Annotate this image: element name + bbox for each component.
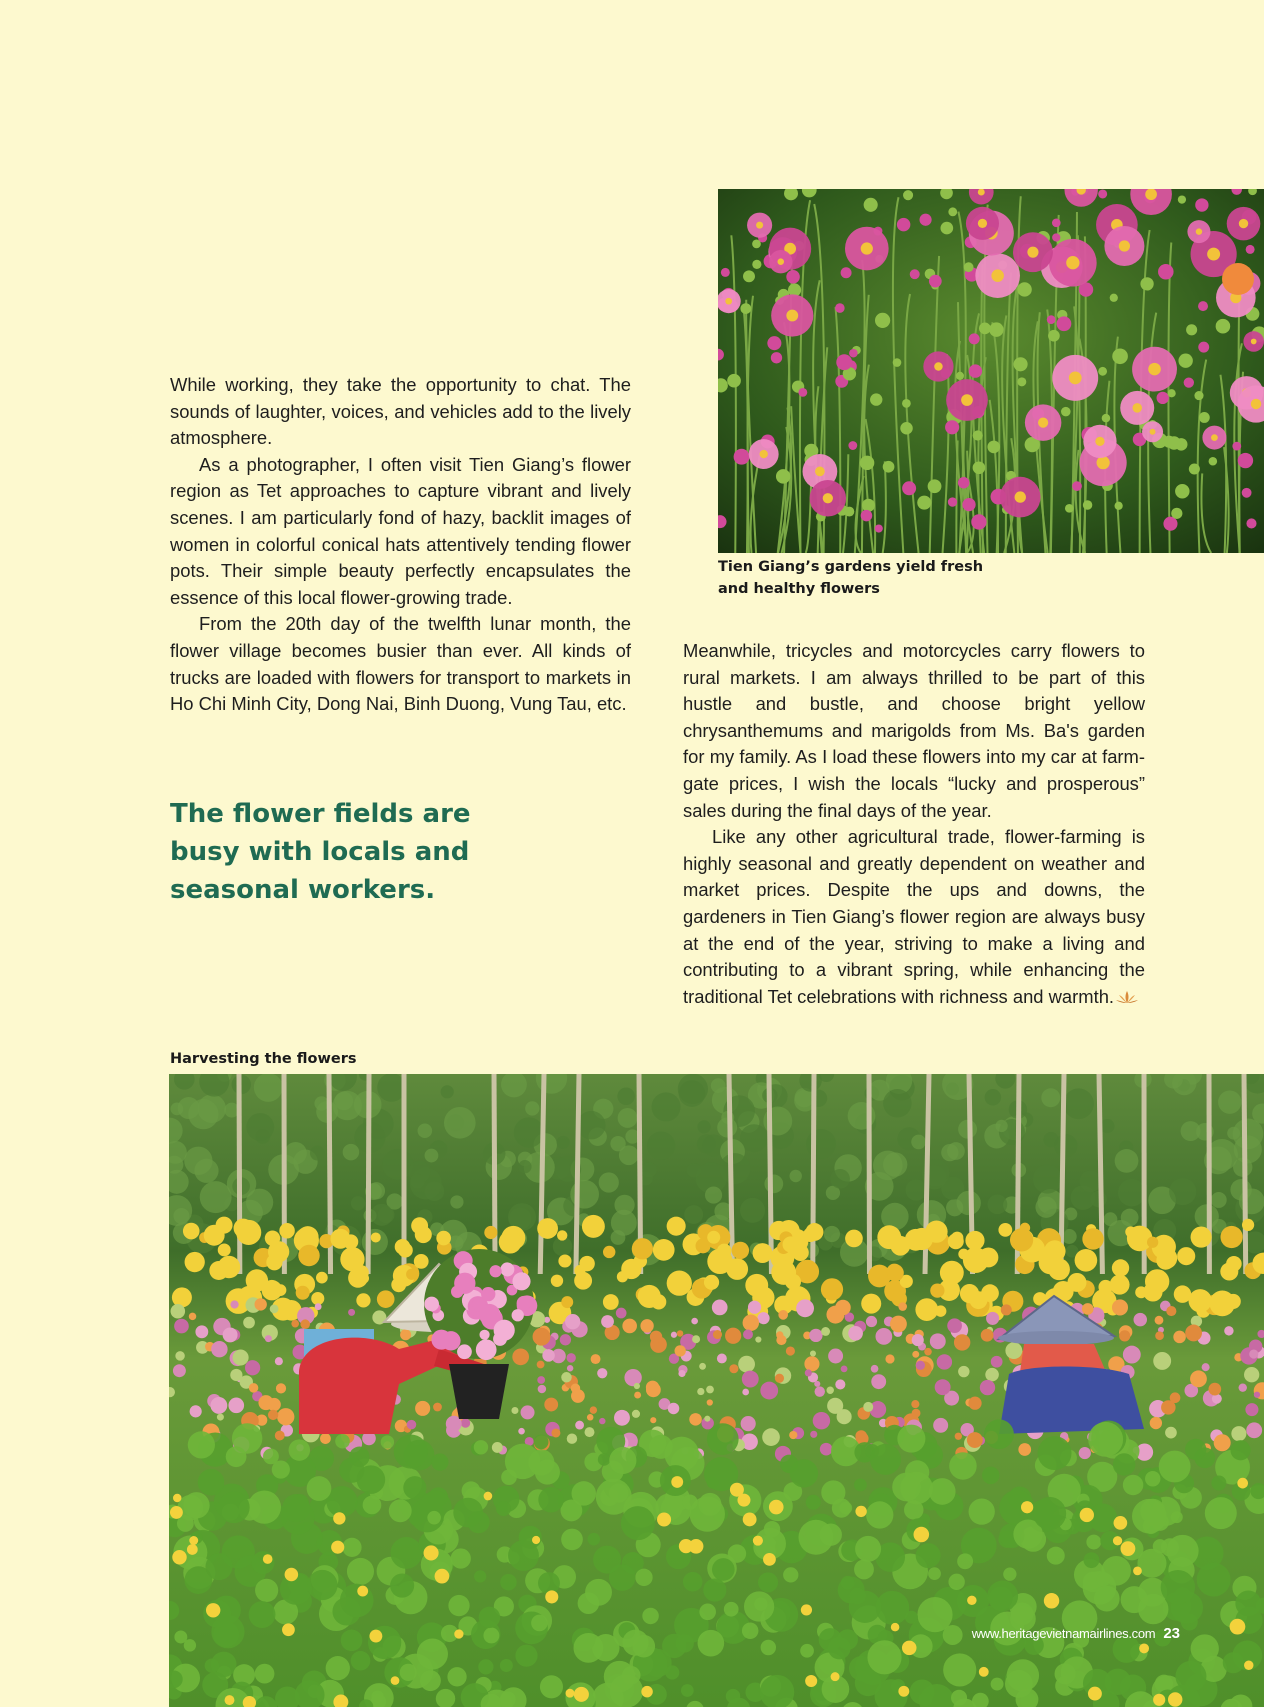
paragraph: While working, they take the opportunity to chat. The sounds of laughter, voices, and vehicles add to the lively atmosphere.: [170, 374, 631, 449]
paragraph-final: [683, 824, 1145, 1010]
paragraph-text: Like any other agricultural trade, flower-farming is highly seasonal and greatly dependent on weather and market prices. Despite the ups and downs, the gardeners in Tien Giang’s flower region are always busy at the end of the year, striving to make a living and contributing to a vibrant spring, while enhancing the traditional Tet celebrations with richness and warmth.: [683, 826, 1145, 1007]
pull-quote: The flower fields are busy with locals and seasonal workers.: [170, 799, 471, 905]
top-photo-caption: Tien Giang’s gardens yield fresh and healthy flowers: [718, 559, 984, 597]
lotus-end-mark-icon: [1116, 990, 1138, 1004]
harvest-photo: [169, 1074, 1264, 1707]
right-text-column: [683, 638, 1145, 1010]
bottom-photo-caption: Harvesting the flowers: [170, 1051, 357, 1067]
chrysanthemum-photo: [718, 189, 1264, 553]
page-number: 23: [1163, 1625, 1180, 1642]
paragraph: From the 20th day of the twelfth lunar month, the flower village becomes busier than ever. All kinds of trucks are loaded with flowers for transport to markets in Ho Chi Minh City, Dong Nai, Binh Duong, Vung Tau, etc.: [170, 613, 631, 715]
left-text-column: [170, 372, 631, 718]
page-footer: [972, 1625, 1180, 1642]
paragraph: As a photographer, I often visit Tien Giang’s flower region as Tet approaches to capture vibrant and lively scenes. I am particularly fond of hazy, backlit images of women in colorful conical hats attentively tending flower pots. Their simple beauty perfectly encapsulates the essence of this local flower-growing trade.: [170, 453, 631, 608]
paragraph: Meanwhile, tricycles and motorcycles carry flowers to rural markets. I am always thrilled to be part of this hustle and bustle, and choose bright yellow chrysanthemums and marigolds from Ms. Ba's garden for my family. As I load these flowers into my car at farm-gate prices, I wish the locals “lucky and prosperous” sales during the final days of the year.: [683, 640, 1145, 821]
footer-url: www.heritagevietnamairlines.com: [971, 1626, 1156, 1641]
